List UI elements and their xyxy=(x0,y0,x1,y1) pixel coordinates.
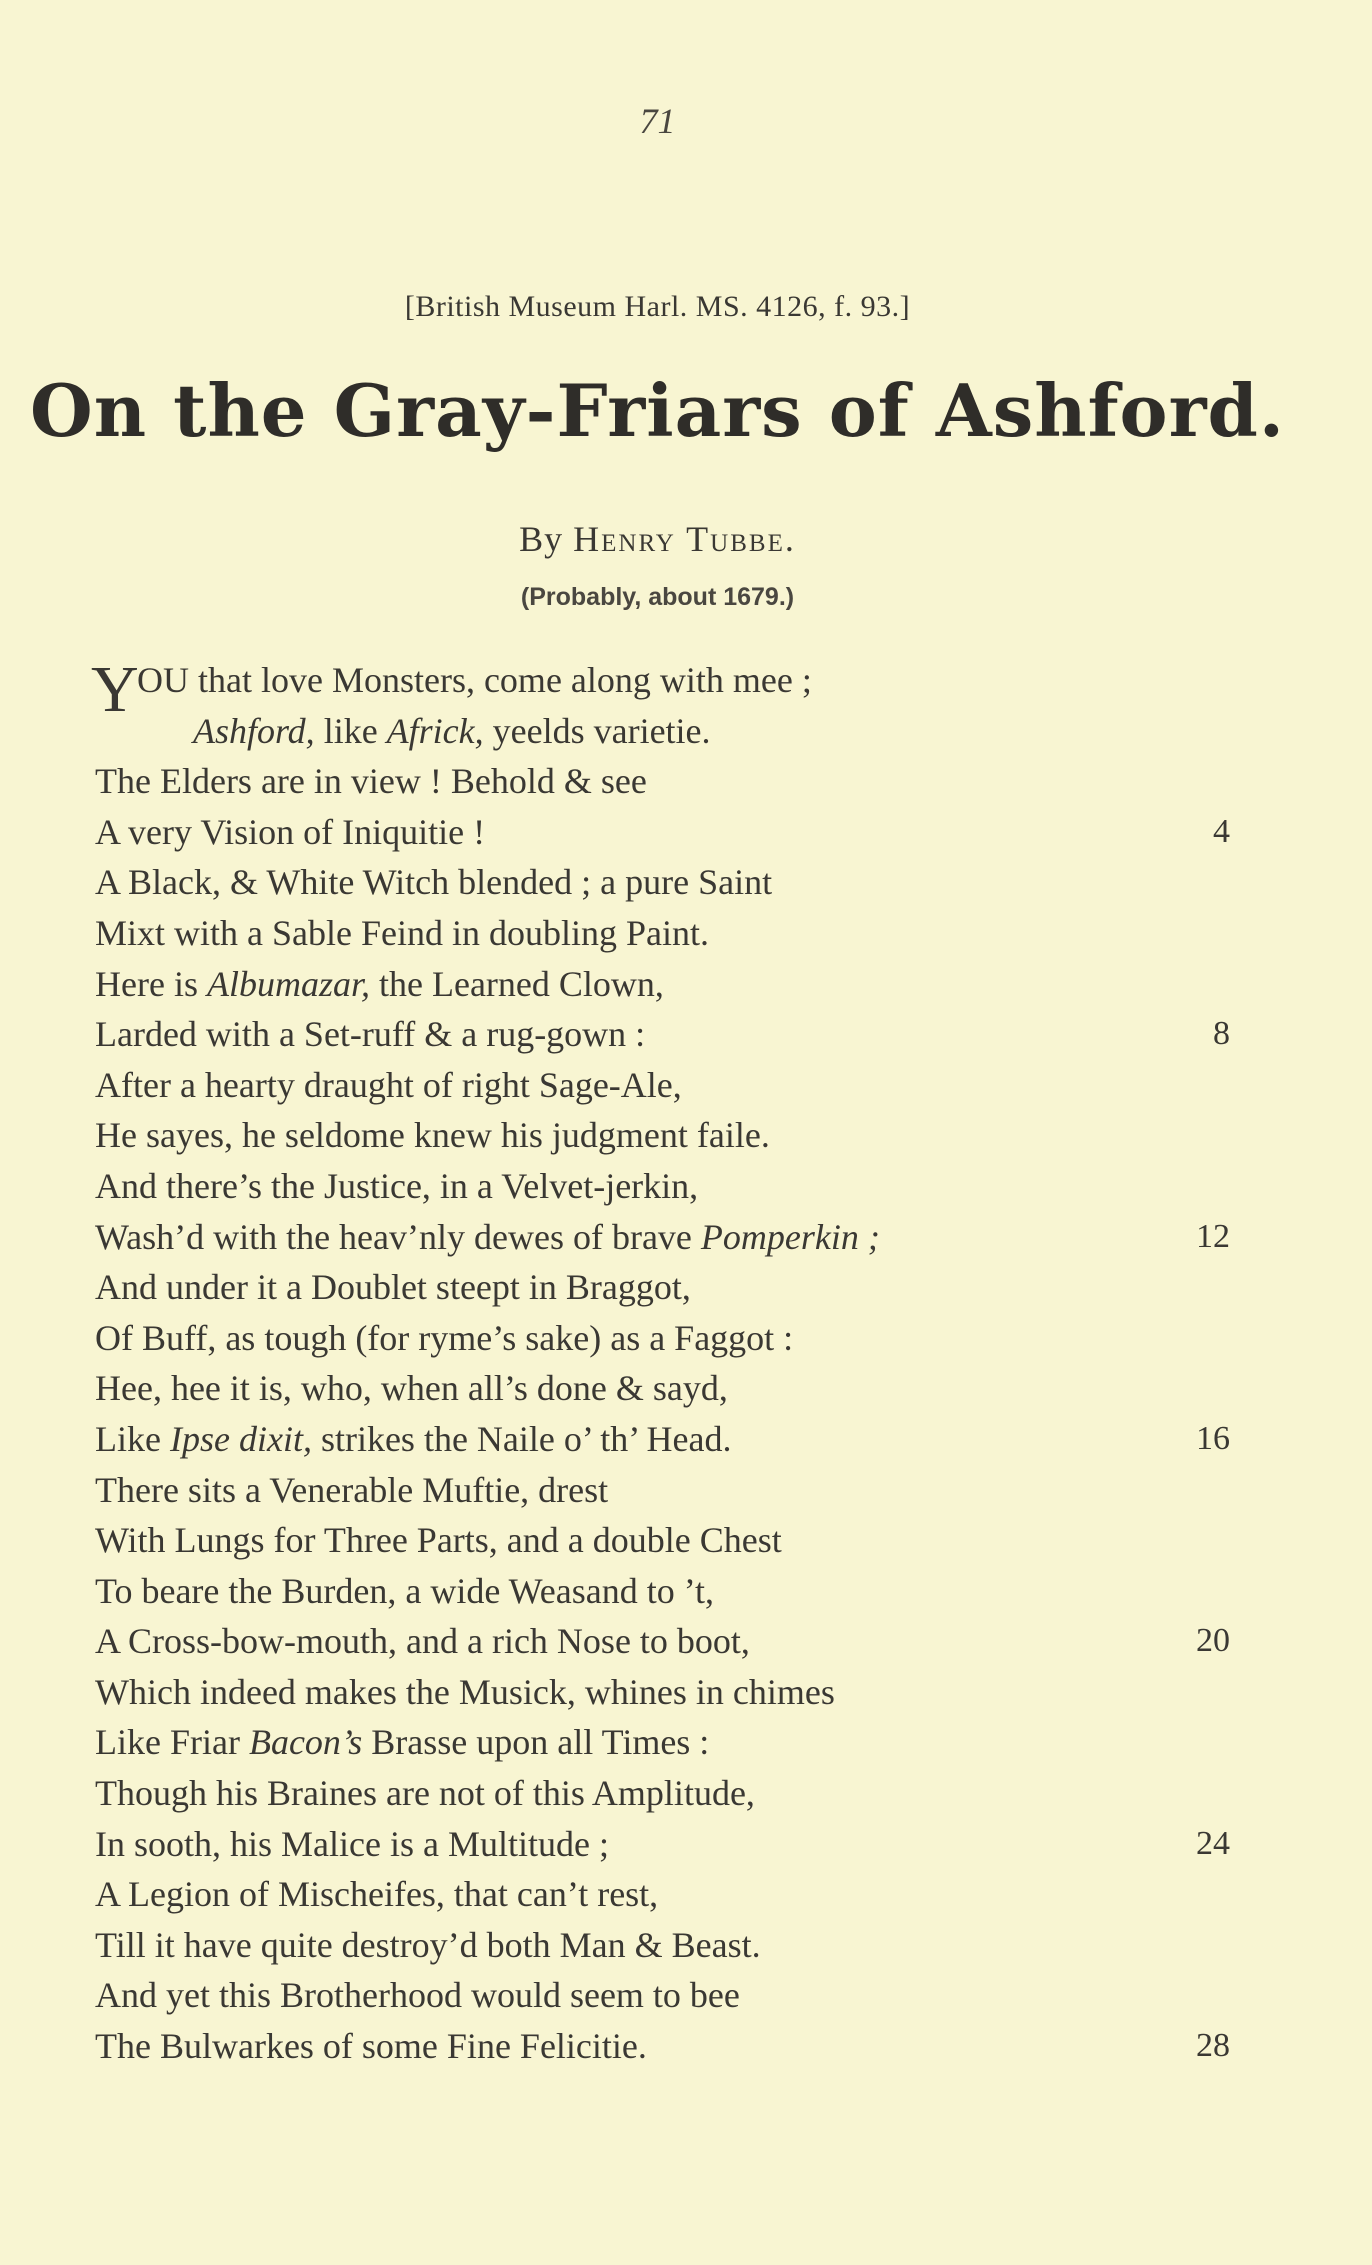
poem-line xyxy=(95,1717,1230,1768)
byline xyxy=(0,518,1315,560)
line-number: 28 xyxy=(1196,2027,1230,2065)
line-number: 4 xyxy=(1213,812,1230,850)
byline-by: By xyxy=(519,519,564,559)
line-number: 20 xyxy=(1196,1622,1230,1660)
poem-line-text xyxy=(95,959,664,1010)
poem-line-text xyxy=(95,1768,755,1819)
line-number: 8 xyxy=(1213,1015,1230,1053)
poem-line-text xyxy=(95,1414,731,1465)
poem-line-text xyxy=(137,655,812,706)
poem-line xyxy=(95,1060,1230,1111)
poem-line-text xyxy=(95,1566,714,1617)
text-segment: Larded with a Set-ruff & a rug-gown : xyxy=(95,1014,646,1055)
poem-line xyxy=(95,756,1230,807)
poem-line-text xyxy=(95,1212,880,1263)
text-segment: Like xyxy=(95,1418,170,1459)
text-segment: Which indeed makes the Musick, whines in chimes xyxy=(95,1671,835,1712)
drop-cap: Y xyxy=(91,653,139,726)
poem-line xyxy=(95,959,1230,1010)
poem-line xyxy=(95,2021,1230,2072)
date-note: (Probably, about 1679.) xyxy=(520,583,795,611)
text-segment: With Lungs for Three Parts, and a double Chest xyxy=(95,1520,782,1561)
poem-line xyxy=(95,1667,1230,1718)
manuscript-source: [British Museum Harl. MS. 4126, f. 93.] xyxy=(404,290,911,323)
poem-line xyxy=(91,653,1230,726)
poem-line xyxy=(95,1819,1230,1870)
poem-line xyxy=(95,1515,1230,1566)
text-segment: Brasse upon all Times : xyxy=(362,1722,710,1763)
poem-line-text xyxy=(95,857,772,908)
poem-line xyxy=(95,1970,1230,2021)
text-segment: Though his Braines are not of this Amplitude, xyxy=(95,1773,755,1814)
poem-line xyxy=(95,807,1230,858)
poem-line-text xyxy=(95,1970,740,2021)
poem-line-text xyxy=(95,807,485,858)
text-segment: Wash’d with the heav’nly dewes of brave xyxy=(95,1216,701,1257)
line-number: 16 xyxy=(1196,1419,1230,1457)
poem-line xyxy=(95,1920,1230,1971)
text-segment: A Cross-bow-mouth, and a rich Nose to boot, xyxy=(95,1621,750,1662)
text-segment: There sits a Venerable Muftie, drest xyxy=(95,1469,609,1510)
italic-segment: Ashford, xyxy=(193,710,315,751)
poem-line-text xyxy=(95,1262,691,1313)
text-segment: OU that love Monsters, come along with mee ; xyxy=(137,660,812,700)
text-segment: In sooth, his Malice is a Multitude ; xyxy=(95,1823,609,1864)
poem-line xyxy=(95,1869,1230,1920)
poem-body xyxy=(91,653,1230,2072)
poem-title: On the Gray-Friars of Ashford. xyxy=(30,368,1285,453)
text-segment: A very Vision of Iniquitie ! xyxy=(95,811,486,852)
poem-line xyxy=(95,857,1230,908)
poem-line xyxy=(95,1414,1230,1465)
poem-line xyxy=(95,1465,1230,1516)
poem-line xyxy=(95,908,1230,959)
poem-line-text xyxy=(193,706,711,757)
line-number: 24 xyxy=(1196,1824,1230,1862)
poem-line-text xyxy=(95,1869,658,1920)
text-segment: He sayes, he seldome knew his judgment faile. xyxy=(95,1115,770,1156)
poem-line-text xyxy=(95,1363,728,1414)
poem-line xyxy=(95,1110,1230,1161)
poem-line xyxy=(95,1566,1230,1617)
poem-line xyxy=(95,1161,1230,1212)
text-segment: A Black, & White Witch blended ; a pure Saint xyxy=(95,862,773,903)
italic-segment: Ipse dixit, xyxy=(169,1418,312,1459)
text-segment: the Learned Clown, xyxy=(370,963,664,1004)
text-segment: Of Buff, as tough (for ryme’s sake) as a Faggot : xyxy=(95,1317,794,1358)
text-segment: The Elders are in view ! Behold & see xyxy=(95,761,647,802)
poem-line-text xyxy=(95,1819,609,1870)
text-segment: To beare the Burden, a wide Weasand to ’t, xyxy=(95,1570,715,1611)
poem-line xyxy=(95,1363,1230,1414)
text-segment: Hee, hee it is, who, when all’s done & sayd, xyxy=(95,1368,728,1409)
text-segment: Mixt with a Sable Feind in doubling Paint. xyxy=(95,912,709,953)
page-number: 71 xyxy=(639,101,676,141)
text-segment: yeelds varietie. xyxy=(483,710,711,751)
poem-line xyxy=(95,1009,1230,1060)
text-segment: like xyxy=(314,710,387,751)
italic-segment: Pomperkin ; xyxy=(700,1216,880,1257)
text-segment: Here is xyxy=(95,963,207,1004)
poem-line-text xyxy=(95,1465,608,1516)
poem-line-text xyxy=(95,908,709,959)
poem-line-text xyxy=(95,1717,709,1768)
text-segment: Till it have quite destroy’d both Man & Beast. xyxy=(95,1924,761,1965)
text-segment: A Legion of Mischeifes, that can’t rest, xyxy=(95,1874,659,1915)
text-segment: And there’s the Justice, in a Velvet-jerkin, xyxy=(95,1165,699,1206)
poem-line-text xyxy=(95,756,647,807)
poem-line xyxy=(95,1616,1230,1667)
text-segment: Like Friar xyxy=(95,1722,249,1763)
poem-line xyxy=(95,1262,1230,1313)
poem-line-text xyxy=(95,2021,647,2072)
poem-line xyxy=(95,706,1230,757)
poem-line xyxy=(95,1313,1230,1364)
author-name: Henry Tubbe. xyxy=(573,519,796,559)
italic-segment: Africk, xyxy=(386,710,484,751)
italic-segment: Bacon’s xyxy=(248,1722,363,1763)
text-segment: And yet this Brotherhood would seem to bee xyxy=(95,1975,740,2016)
text-segment: After a hearty draught of right Sage-Ale, xyxy=(95,1064,682,1105)
poem-line-text xyxy=(95,1667,835,1718)
poem-line-text xyxy=(95,1060,682,1111)
poem-line xyxy=(95,1212,1230,1263)
text-segment: The Bulwarkes of some Fine Felicitie. xyxy=(95,2026,647,2067)
italic-segment: Albumazar, xyxy=(206,963,370,1004)
poem-line xyxy=(95,1768,1230,1819)
poem-line-text xyxy=(95,1110,770,1161)
poem-line-text xyxy=(95,1009,645,1060)
text-segment: strikes the Naile o’ th’ Head. xyxy=(311,1418,732,1459)
poem-line-text xyxy=(95,1161,698,1212)
poem-line-text xyxy=(95,1515,782,1566)
poem-line-text xyxy=(95,1616,750,1667)
poem-line-text xyxy=(95,1313,793,1364)
line-number: 12 xyxy=(1196,1217,1230,1255)
poem-line-text xyxy=(95,1920,761,1971)
text-segment: And under it a Doublet steept in Braggot, xyxy=(95,1267,691,1308)
